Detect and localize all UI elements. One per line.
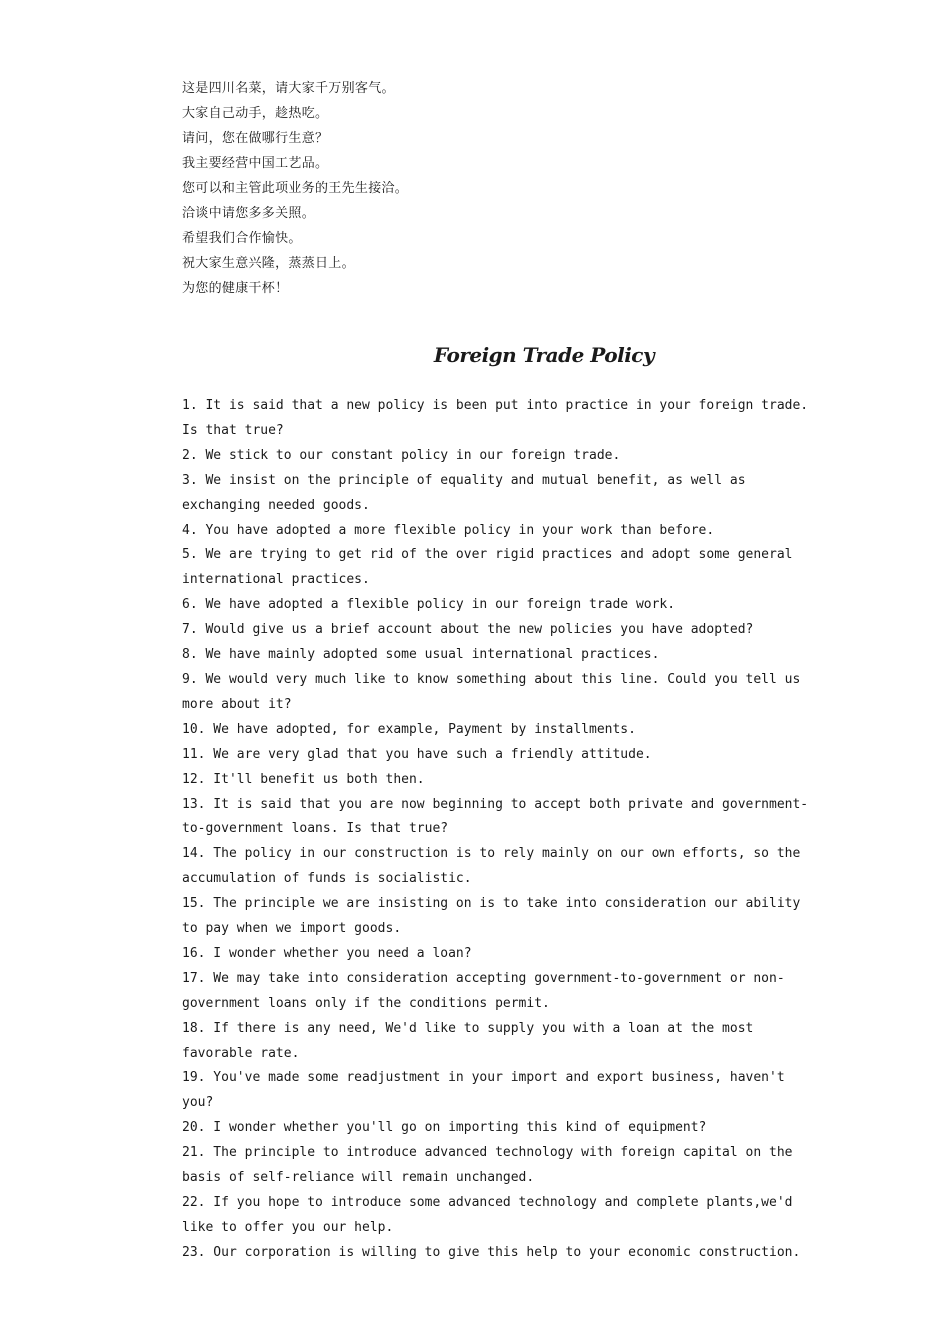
chinese-line: 为您的健康干杯！: [182, 281, 289, 296]
list-item: 6. We have adopted a flexible policy in our foreign trade work.: [182, 597, 676, 613]
list-item: 2. We stick to our constant policy in our foreign trade.: [182, 447, 621, 463]
chinese-line: 您可以和主管此项业务的王先生接洽。: [182, 181, 409, 196]
section-title: Foreign Trade Policy: [433, 343, 655, 367]
list-item: 5. We are trying to get rid of the over rigid practices and adopt some general international practices.: [182, 547, 793, 588]
chinese-line: 祝大家生意兴隆，蒸蒸日上。: [182, 256, 355, 271]
list-item: 17. We may take into consideration accepting government-to-government or non-government loans only if the conditions permit.: [182, 970, 785, 1011]
list-item: 9. We would very much like to know something about this line. Could you tell us more about it?: [182, 671, 801, 712]
chinese-line: 请问，您在做哪行生意？: [182, 131, 329, 146]
list-item: 14. The policy in our construction is to rely mainly on our own efforts, so the accumulation of funds is socialistic.: [182, 846, 801, 887]
list-item: 8. We have mainly adopted some usual international practices.: [182, 647, 660, 663]
list-item: 12. It'll benefit us both then.: [182, 771, 425, 787]
list-item: 18. If there is any need, We'd like to supply you with a loan at the most favorable rate.: [182, 1020, 754, 1061]
policy-sentence-list: [182, 394, 822, 1266]
list-item: 7. Would give us a brief account about the new policies you have adopted?: [182, 622, 754, 638]
chinese-line: 我主要经营中国工艺品。: [182, 156, 329, 171]
chinese-phrases: [182, 76, 822, 301]
chinese-line: 大家自己动手，趁热吃。: [182, 106, 329, 121]
list-item: 10. We have adopted, for example, Payment by installments.: [182, 721, 636, 737]
list-item: 20. I wonder whether you'll go on importing this kind of equipment?: [182, 1120, 707, 1136]
list-item: 4. You have adopted a more flexible policy in your work than before.: [182, 522, 715, 538]
chinese-line: 洽谈中请您多多关照。: [182, 206, 316, 221]
list-item: 21. The principle to introduce advanced technology with foreign capital on the basis of self-reliance will remain unchanged.: [182, 1145, 793, 1186]
list-item: 1. It is said that a new policy is been put into practice in your foreign trade. Is that true?: [182, 398, 809, 438]
list-item: 22. If you hope to introduce some advanced technology and complete plants,we'd like to offer you our help.: [182, 1195, 793, 1235]
list-item: 11. We are very glad that you have such a friendly attitude.: [182, 746, 652, 762]
list-item: 19. You've made some readjustment in your import and export business, haven't you?: [182, 1070, 785, 1111]
list-item: 13. It is said that you are now beginning to accept both private and government-to-government loans. Is that true?: [182, 796, 809, 837]
list-item: 16. I wonder whether you need a loan?: [182, 945, 472, 961]
chinese-line: 这是四川名菜，请大家千万别客气。: [182, 81, 395, 96]
list-item: 23. Our corporation is willing to give this help to your economic construction.: [182, 1244, 801, 1260]
list-item: 15. The principle we are insisting on is to take into consideration our ability to pay when we import goods.: [182, 896, 801, 937]
list-item: 3. We insist on the principle of equality and mutual benefit, as well as exchanging needed goods.: [182, 472, 746, 513]
chinese-line: 希望我们合作愉快。: [182, 231, 302, 246]
